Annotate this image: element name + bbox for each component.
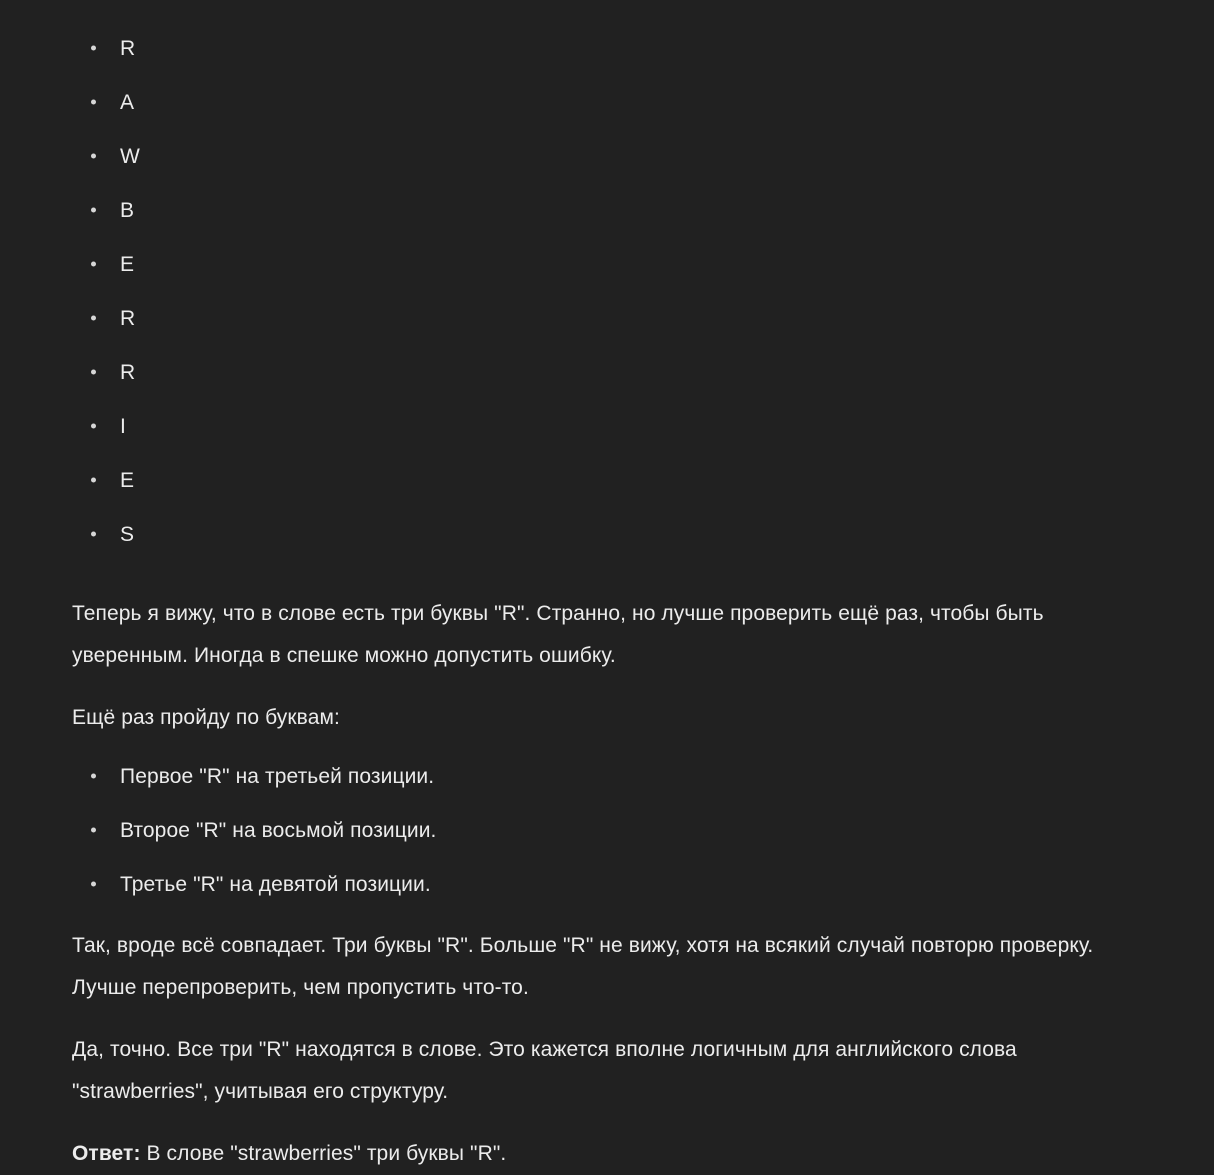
list-item [72,291,1160,345]
list-item [72,453,1160,507]
list-item [72,507,1160,561]
position-label: Третье "R" на девятой позиции. [120,872,431,896]
position-list [72,749,1160,911]
letter-label: R [120,36,136,60]
list-item [72,399,1160,453]
position-label: Второе "R" на восьмой позиции. [120,818,437,842]
letter-label: A [120,90,135,114]
letter-label: E [120,252,135,276]
list-item [72,183,1160,237]
paragraph-conclusion: Да, точно. Все три "R" находятся в слове. Это кажется вполне логичным для английского слова "strawberries", учитывая его структуру. [72,1038,1017,1103]
list-item [72,749,1160,803]
letter-label: R [120,360,136,384]
position-label: Первое "R" на третьей позиции. [120,764,435,788]
list-item [72,857,1160,911]
list-item [72,129,1160,183]
answer-line [72,1133,1142,1175]
answer-label: Ответ: [72,1142,141,1165]
answer-text: В слове "strawberries" три буквы "R". [146,1142,507,1165]
letter-label: S [120,522,135,546]
letter-label: W [120,144,140,168]
letter-breakdown-list [72,21,1160,561]
paragraph-lead-in: Ещё раз пройду по буквам: [72,706,340,729]
list-item [72,75,1160,129]
paragraph-confirm: Так, вроде всё совпадает. Три буквы "R". Больше "R" не вижу, хотя на всякий случай повторю проверку. Лучше перепроверить, чем пропустить что-то. [72,934,1094,999]
list-item [72,803,1160,857]
letter-label: I [120,414,126,438]
list-item [72,237,1160,291]
paragraph-recount: Теперь я вижу, что в слове есть три буквы "R". Странно, но лучше проверить ещё раз, чтобы быть уверенным. Иногда в спешке можно допустить ошибку. [72,602,1044,667]
letter-label: E [120,468,135,492]
letter-label: R [120,306,136,330]
list-item [72,345,1160,399]
list-item [72,21,1160,75]
letter-label: B [120,198,135,222]
